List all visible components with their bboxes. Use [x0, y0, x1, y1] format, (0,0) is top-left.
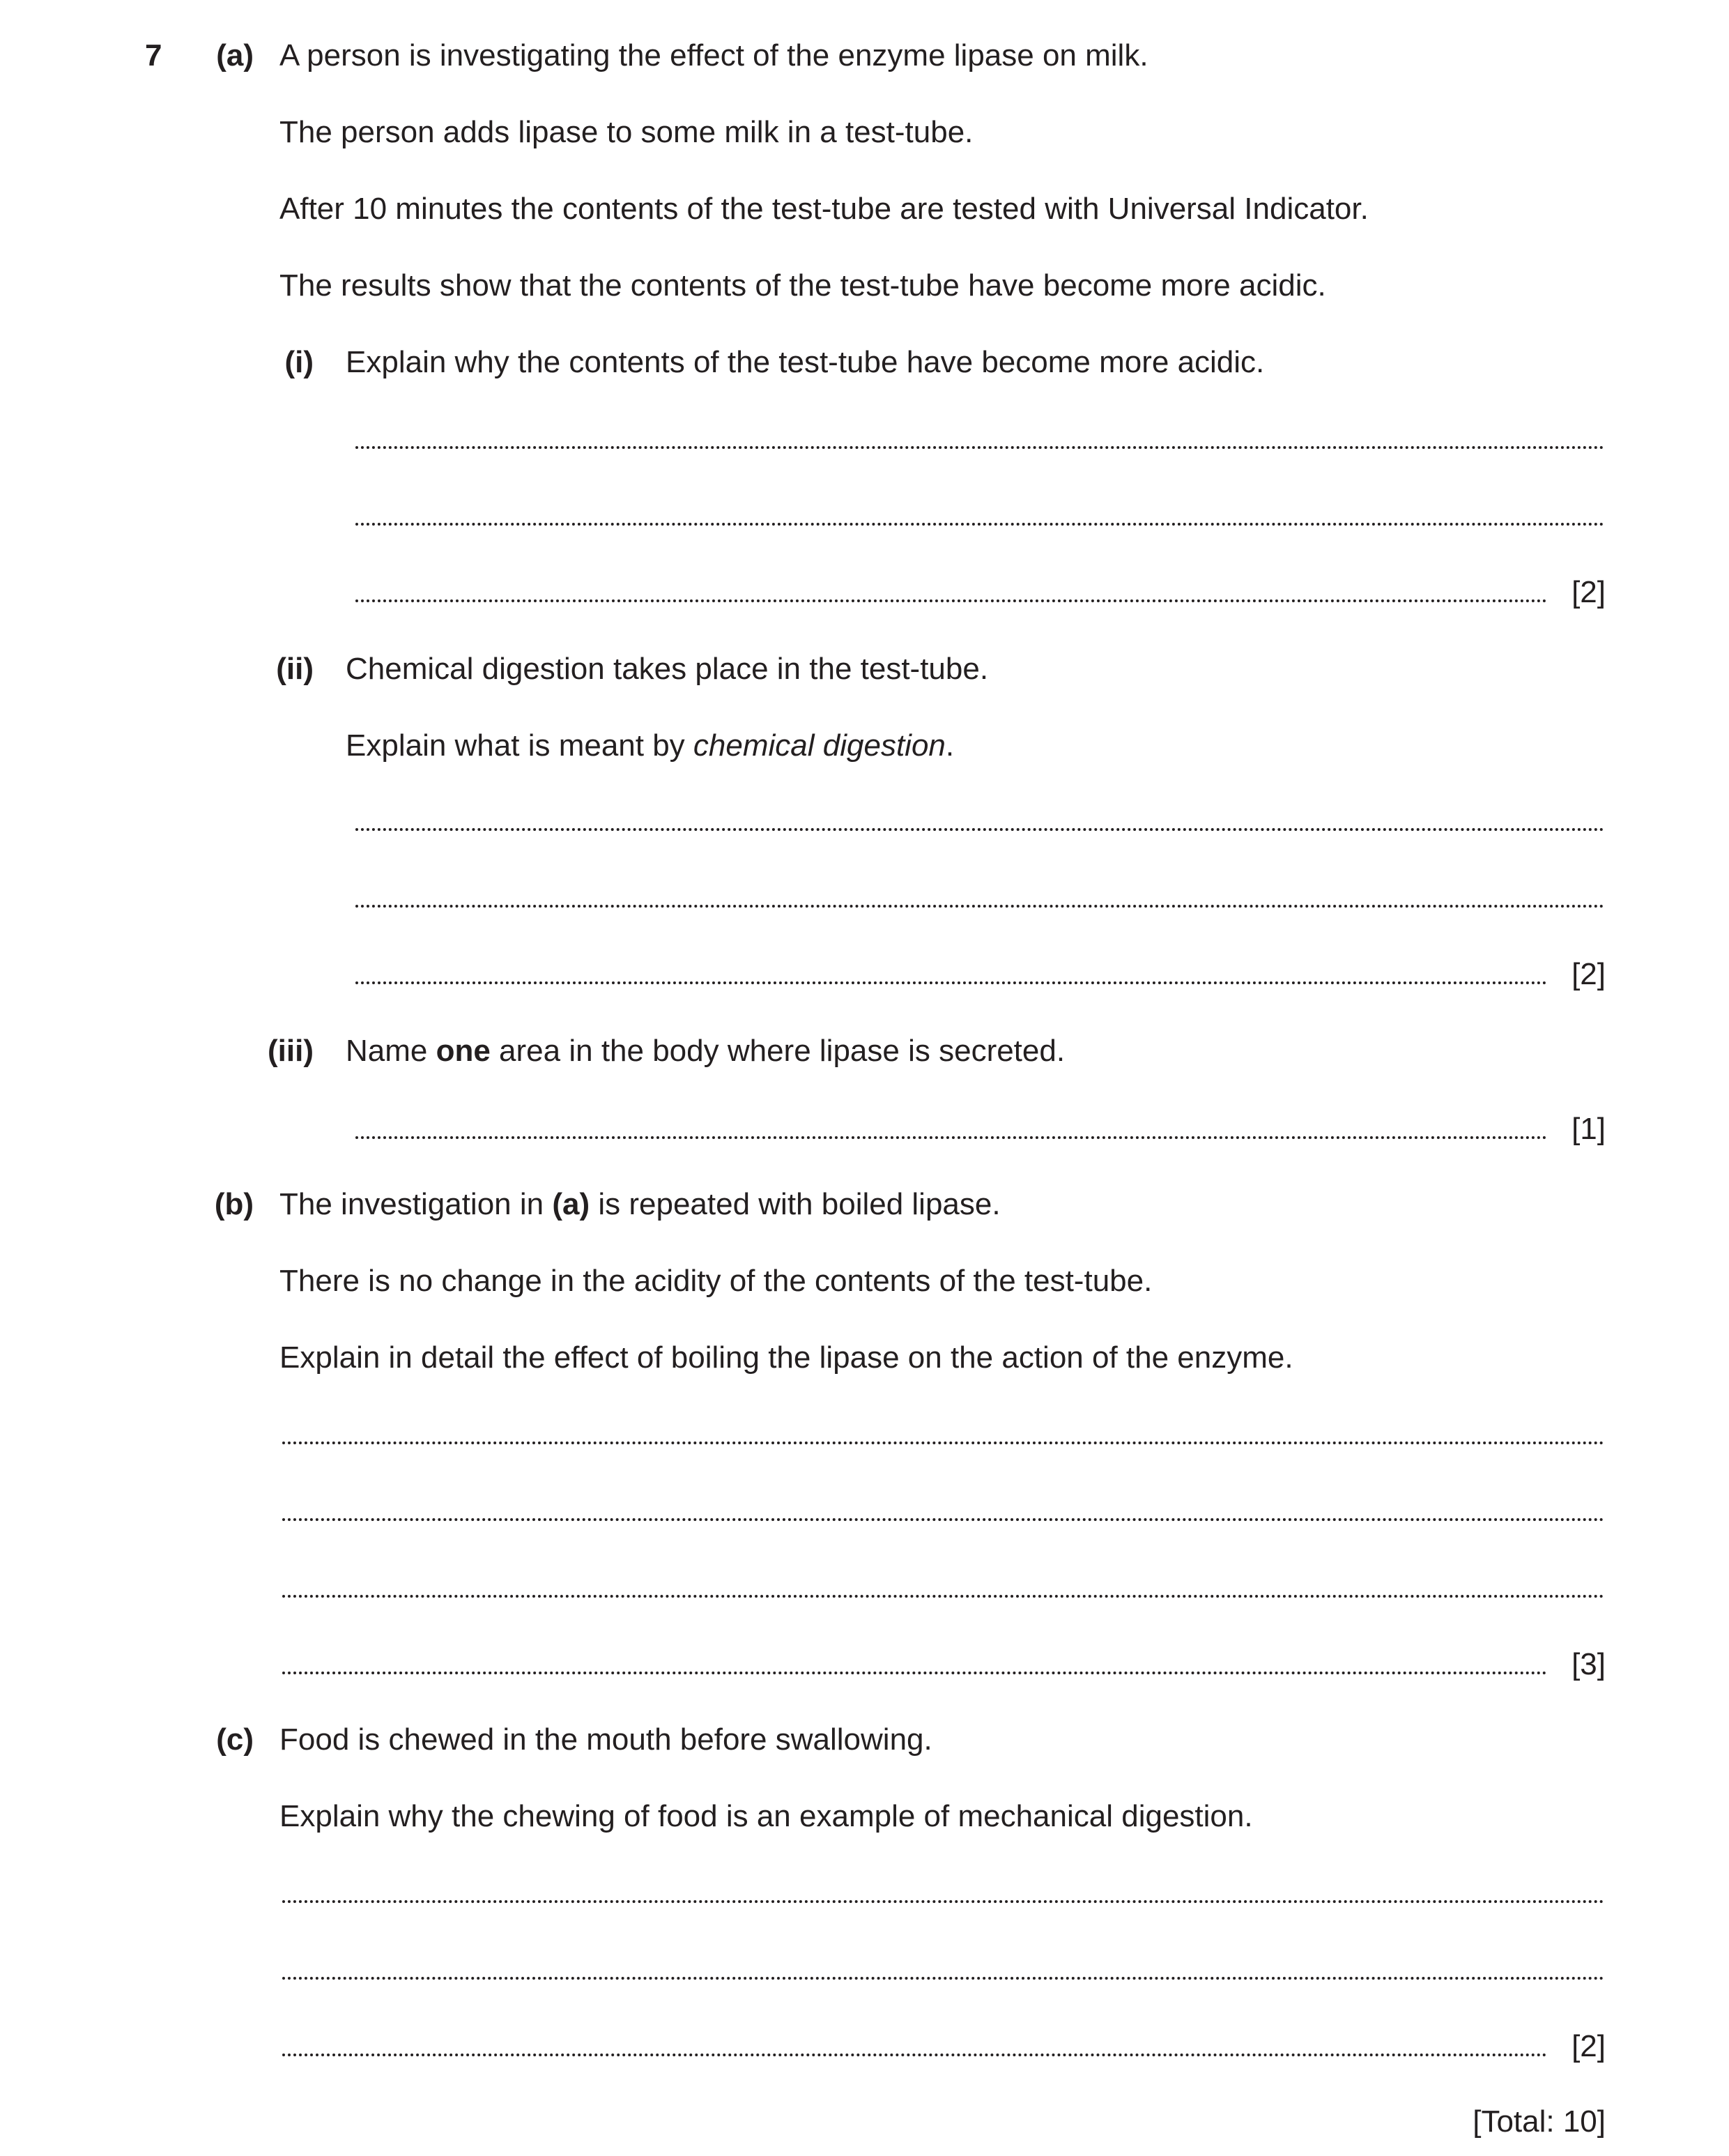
answer-line[interactable]: [282, 1672, 1547, 1674]
answer-line[interactable]: [355, 523, 1604, 526]
answer-line[interactable]: [355, 905, 1604, 908]
total-marks: [Total: 10]: [1473, 2104, 1606, 2139]
part-b-line-1-bold: (a): [552, 1187, 590, 1221]
answer-line[interactable]: [282, 1518, 1604, 1521]
part-c-line-1: Food is chewed in the mouth before swallowing.: [279, 1722, 932, 1757]
part-a-i-question: Explain why the contents of the test-tube have become more acidic.: [346, 345, 1265, 379]
part-b-line-3: Explain in detail the effect of boiling the lipase on the action of the enzyme.: [279, 1340, 1293, 1375]
answer-line[interactable]: [355, 981, 1547, 984]
answer-line[interactable]: [355, 828, 1604, 831]
part-a-iii-question-bold: one: [436, 1034, 491, 1068]
part-b-line-1-start: The investigation in: [279, 1187, 553, 1221]
part-a-ii-statement: Chemical digestion takes place in the test-tube.: [346, 652, 989, 686]
part-a-i-marks: [2]: [1572, 575, 1606, 609]
part-a-paragraph-1: A person is investigating the effect of the enzyme lipase on milk.: [279, 38, 1148, 72]
part-a-label: (a): [216, 38, 254, 72]
part-c-marks: [2]: [1572, 2029, 1606, 2063]
part-a-paragraph-3: After 10 minutes the contents of the test-tube are tested with Universal Indicator.: [279, 192, 1369, 226]
part-a-i-label: (i): [284, 345, 314, 379]
answer-line[interactable]: [282, 1900, 1604, 1903]
part-a-paragraph-4: The results show that the contents of the test-tube have become more acidic.: [279, 268, 1326, 303]
part-a-iii-question-start: Name: [346, 1034, 436, 1068]
part-b-line-2: There is no change in the acidity of the contents of the test-tube.: [279, 1264, 1153, 1298]
part-a-ii-label: (ii): [276, 652, 314, 686]
part-c-line-2: Explain why the chewing of food is an example of mechanical digestion.: [279, 1799, 1253, 1833]
part-a-ii-marks: [2]: [1572, 957, 1606, 991]
answer-line[interactable]: [282, 1977, 1604, 1980]
part-a-iii-question: [346, 1032, 1065, 1071]
part-a-iii-label: (iii): [268, 1034, 314, 1068]
part-a-iii-question-end: area in the body where lipase is secreted.: [490, 1034, 1066, 1068]
part-a-iii-marks: [1]: [1572, 1112, 1606, 1146]
part-b-label: (b): [214, 1187, 254, 1221]
part-b-line-1-end: is repeated with boiled lipase.: [590, 1187, 1001, 1221]
part-a-paragraph-2: The person adds lipase to some milk in a test-tube.: [279, 115, 974, 149]
part-a-ii-question-italic: chemical digestion: [693, 728, 946, 763]
part-b-line-1: [279, 1185, 1001, 1224]
part-c-label: (c): [216, 1722, 254, 1757]
question-number: 7: [145, 38, 162, 72]
answer-line[interactable]: [355, 599, 1547, 602]
part-b-marks: [3]: [1572, 1647, 1606, 1681]
answer-line[interactable]: [282, 1595, 1604, 1598]
part-a-ii-question-end: .: [945, 728, 955, 763]
answer-line[interactable]: [282, 1442, 1604, 1444]
answer-line[interactable]: [355, 446, 1604, 449]
part-a-ii-question-start: Explain what is meant by: [346, 728, 693, 763]
answer-line[interactable]: [282, 2054, 1547, 2056]
answer-line[interactable]: [355, 1136, 1547, 1139]
part-a-ii-question: [346, 726, 954, 765]
